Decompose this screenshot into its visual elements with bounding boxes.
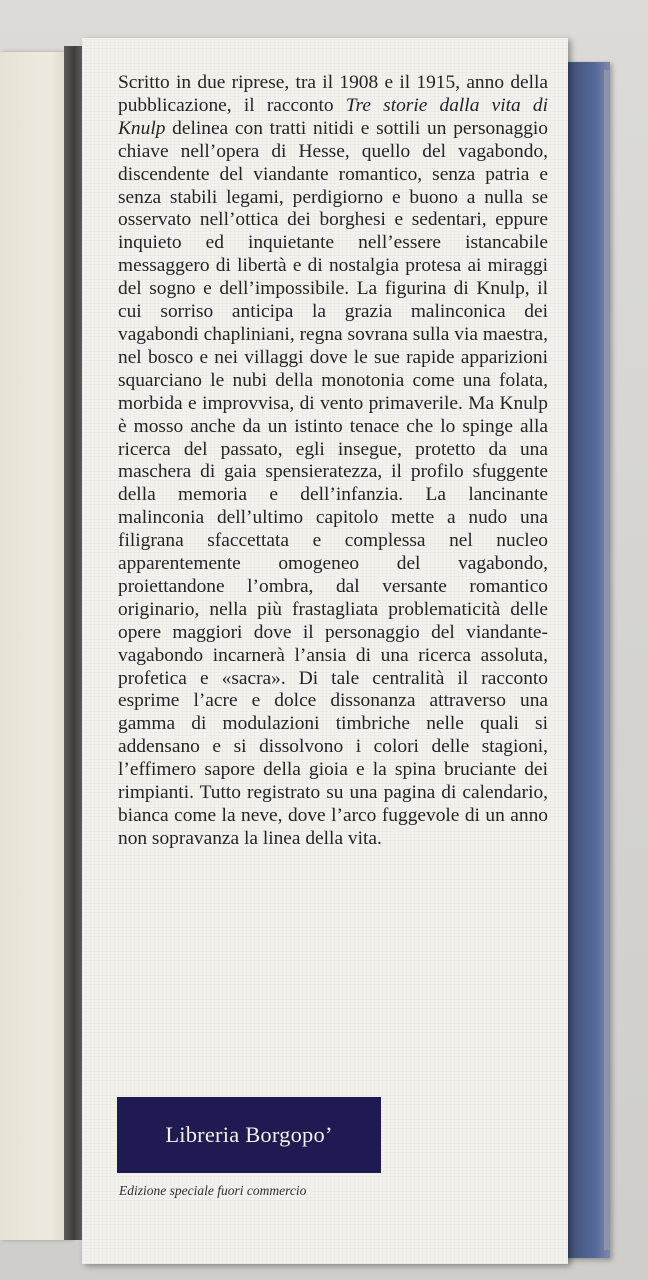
blue-cover-edge <box>604 70 610 1250</box>
bookstore-label <box>117 1097 381 1173</box>
book-gutter <box>64 46 84 1240</box>
blurb-text-part-2: delinea con tratti nitidi e sottili un personaggio chiave nell’opera di Hesse, quello del vagabondo, discendente del viandante romantico, senza patria e senza stabili legami, perdigiorno e buono a nulla se osservato nell’ottica dei borghesi e sedentari, eppure inquieto ed inquietante nell’essere istancabile messaggero di libertà e di nostalgia protesa ai miraggi del sogno e dell’impossibile. La figurina di Knulp, il cui sorriso anticipa la grazia malinconica dei vagabondi chapliniani, regna sovrana sulla via maestra, nel bosco e nei villaggi dove le sue rapide apparizioni squarciano le nubi della monotonia come una folata, morbida e improvvisa, di vento primaverile. Ma Knulp è mosso anche da un istinto tenace che lo spinge alla ricerca del passato, egli insegue, protetto da una maschera di gaia spensieratezza, il profilo sfuggente della memoria e dell’infanzia. La lancinante malinconia dell’ultimo capitolo mette a nudo una filigrana sfaccettata e complessa nel nucleo apparentemente omogeneo del vagabondo, proiettandone l’ombra, dal versante romantico originario, nella più frastagliata problematicità delle opere maggiori dove il personaggio del viandante-vagabondo incarnerà l’ansia di una ricerca assoluta, profetica e «sacra». Di tale centralità il racconto esprime l’acre e dolce dissonanza attraverso una gamma di modulazioni timbriche nelle quali si addensano e si dissolvono i colori delle stagioni, l’effimero sapore della gioia e la spina bruciante dei rimpianti. Tutto registrato su una pagina di calendario, bianca come la neve, dove l’arco fuggevole di un anno non sopravanza la linea della vita. <box>118 117 548 849</box>
edition-note: Edizione speciale fuori commercio <box>119 1183 307 1198</box>
bookstore-name: Libreria Borgopo’ <box>165 1122 333 1147</box>
blurb-paragraph <box>118 72 548 851</box>
left-book-page <box>0 52 72 1240</box>
book-title-italic: Tre storie dalla vita di Knulp <box>118 94 548 139</box>
blurb-text-part-1: Scritto in due riprese, tra il 1908 e il 1915, anno della pubblicazione, il racconto <box>118 72 548 116</box>
